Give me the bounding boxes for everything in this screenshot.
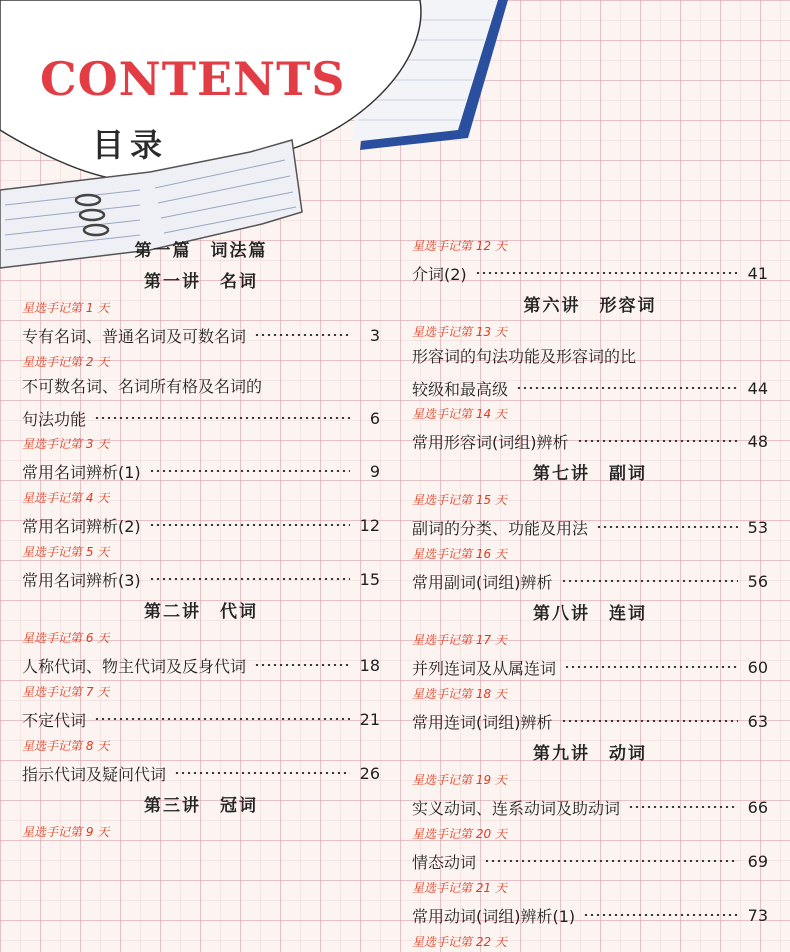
entry-title: 常用副词(词组)辨析 [412, 572, 553, 592]
day-label: 星选手记第 20 天 [412, 827, 507, 841]
day-label: 星选手记第 21 天 [412, 881, 507, 895]
toc-entry[interactable] [22, 756, 380, 790]
day-label: 星选手记第 3 天 [22, 437, 110, 451]
toc-entry[interactable] [412, 844, 768, 878]
day-label: 星选手记第 16 天 [412, 547, 507, 561]
day-label: 星选手记第 8 天 [22, 739, 110, 753]
page-number: 60 [747, 657, 768, 677]
day-label: 星选手记第 12 天 [412, 239, 507, 253]
toc-entry[interactable] [412, 564, 768, 598]
toc-entry[interactable] [22, 318, 380, 352]
lecture-heading: 第七讲 副词 [533, 464, 647, 484]
entry-title: 专有名词、普通名词及可数名词 [22, 326, 247, 346]
toc-column-left [22, 236, 380, 842]
day-label: 星选手记第 5 天 [22, 545, 110, 559]
lecture-heading: 第一讲 名词 [144, 272, 258, 292]
lecture-heading: 第八讲 连词 [533, 604, 647, 624]
entry-title-continued-row [412, 372, 768, 404]
entry-title-continued: 较级和最高级 [412, 379, 509, 399]
dot-leader [516, 387, 738, 389]
day-label: 星选手记第 2 天 [22, 355, 110, 369]
entry-title: 人称代词、物主代词及反身代词 [22, 656, 247, 676]
toc-entry[interactable] [22, 702, 380, 736]
toc-entry[interactable] [412, 790, 768, 824]
page-number: 41 [747, 263, 768, 283]
page-title-chinese: 目录 [92, 126, 169, 164]
page-number: 18 [359, 655, 380, 675]
toc-column-right [412, 236, 768, 952]
entry-title: 常用名词辨析(1) [22, 462, 141, 482]
entry-title: 常用连词(词组)辨析 [412, 712, 553, 732]
dot-leader [596, 526, 738, 528]
toc-entry[interactable] [22, 372, 380, 434]
entry-title: 不可数名词、名词所有格及名词的 [22, 377, 263, 396]
page-number: 56 [747, 571, 768, 591]
entry-title-continued-row [22, 402, 380, 434]
dot-leader [254, 664, 350, 666]
day-label: 星选手记第 13 天 [412, 325, 507, 339]
page-number: 12 [359, 515, 380, 535]
toc-entry[interactable] [412, 510, 768, 544]
page-number: 66 [747, 797, 768, 817]
dot-leader [628, 806, 738, 808]
page-number: 9 [369, 461, 380, 481]
day-label: 星选手记第 22 天 [412, 935, 507, 949]
entry-title-continued: 句法功能 [22, 409, 87, 429]
toc-entry[interactable] [22, 648, 380, 682]
day-label: 星选手记第 17 天 [412, 633, 507, 647]
entry-title: 常用名词辨析(2) [22, 516, 141, 536]
dot-leader [564, 666, 738, 668]
toc-entry[interactable] [412, 650, 768, 684]
dot-leader [149, 470, 350, 472]
day-label: 星选手记第 7 天 [22, 685, 110, 699]
entry-title: 形容词的句法功能及形容词的比 [412, 347, 637, 366]
page-number: 21 [359, 709, 380, 729]
day-label: 星选手记第 6 天 [22, 631, 110, 645]
toc-entry[interactable] [22, 454, 380, 488]
toc-entry[interactable] [412, 342, 768, 404]
day-label: 星选手记第 4 天 [22, 491, 110, 505]
page-number: 44 [747, 378, 768, 398]
toc-entry[interactable] [412, 256, 768, 290]
entry-title: 指示代词及疑问代词 [22, 764, 167, 784]
dot-leader [484, 860, 738, 862]
entry-title: 不定代词 [22, 710, 87, 730]
part-heading: 第一篇 词法篇 [134, 241, 268, 261]
dot-leader [94, 417, 350, 419]
page-number: 26 [359, 763, 380, 783]
entry-title: 情态动词 [412, 852, 477, 872]
page-number: 6 [369, 408, 380, 428]
page-number: 69 [747, 851, 768, 871]
lecture-heading: 第二讲 代词 [144, 602, 258, 622]
dot-leader [94, 718, 350, 720]
entry-title: 介词(2) [412, 264, 467, 284]
page-number: 53 [747, 517, 768, 537]
page-number: 15 [359, 569, 380, 589]
dot-leader [174, 772, 350, 774]
day-label: 星选手记第 14 天 [412, 407, 507, 421]
page-number: 48 [747, 431, 768, 451]
entry-title: 并列连词及从属连词 [412, 658, 557, 678]
day-label: 星选手记第 15 天 [412, 493, 507, 507]
dot-leader [561, 580, 739, 582]
dot-leader [475, 272, 738, 274]
lecture-heading: 第九讲 动词 [533, 744, 647, 764]
dot-leader [583, 914, 738, 916]
entry-title: 常用名词辨析(3) [22, 570, 141, 590]
dot-leader [561, 720, 739, 722]
toc-entry[interactable] [412, 424, 768, 458]
dot-leader [577, 440, 739, 442]
toc-entry[interactable] [412, 898, 768, 932]
lecture-heading: 第三讲 冠词 [144, 796, 258, 816]
toc-entry[interactable] [22, 562, 380, 596]
page-number: 3 [369, 325, 380, 345]
entry-title: 常用形容词(词组)辨析 [412, 432, 569, 452]
day-label: 星选手记第 19 天 [412, 773, 507, 787]
toc-entry[interactable] [22, 508, 380, 542]
dot-leader [254, 334, 350, 336]
entry-title: 副词的分类、功能及用法 [412, 518, 589, 538]
entry-title: 常用动词(词组)辨析(1) [412, 906, 576, 926]
day-label: 星选手记第 1 天 [22, 301, 110, 315]
dot-leader [149, 578, 350, 580]
lecture-heading: 第六讲 形容词 [523, 296, 657, 316]
entry-title: 实义动词、连系动词及助动词 [412, 798, 621, 818]
toc-entry[interactable] [412, 704, 768, 738]
day-label: 星选手记第 9 天 [22, 825, 110, 839]
page-number: 63 [747, 711, 768, 731]
dot-leader [149, 524, 350, 526]
page-title-english: CONTENTS [40, 52, 346, 106]
page-number: 73 [747, 905, 768, 925]
day-label: 星选手记第 18 天 [412, 687, 507, 701]
